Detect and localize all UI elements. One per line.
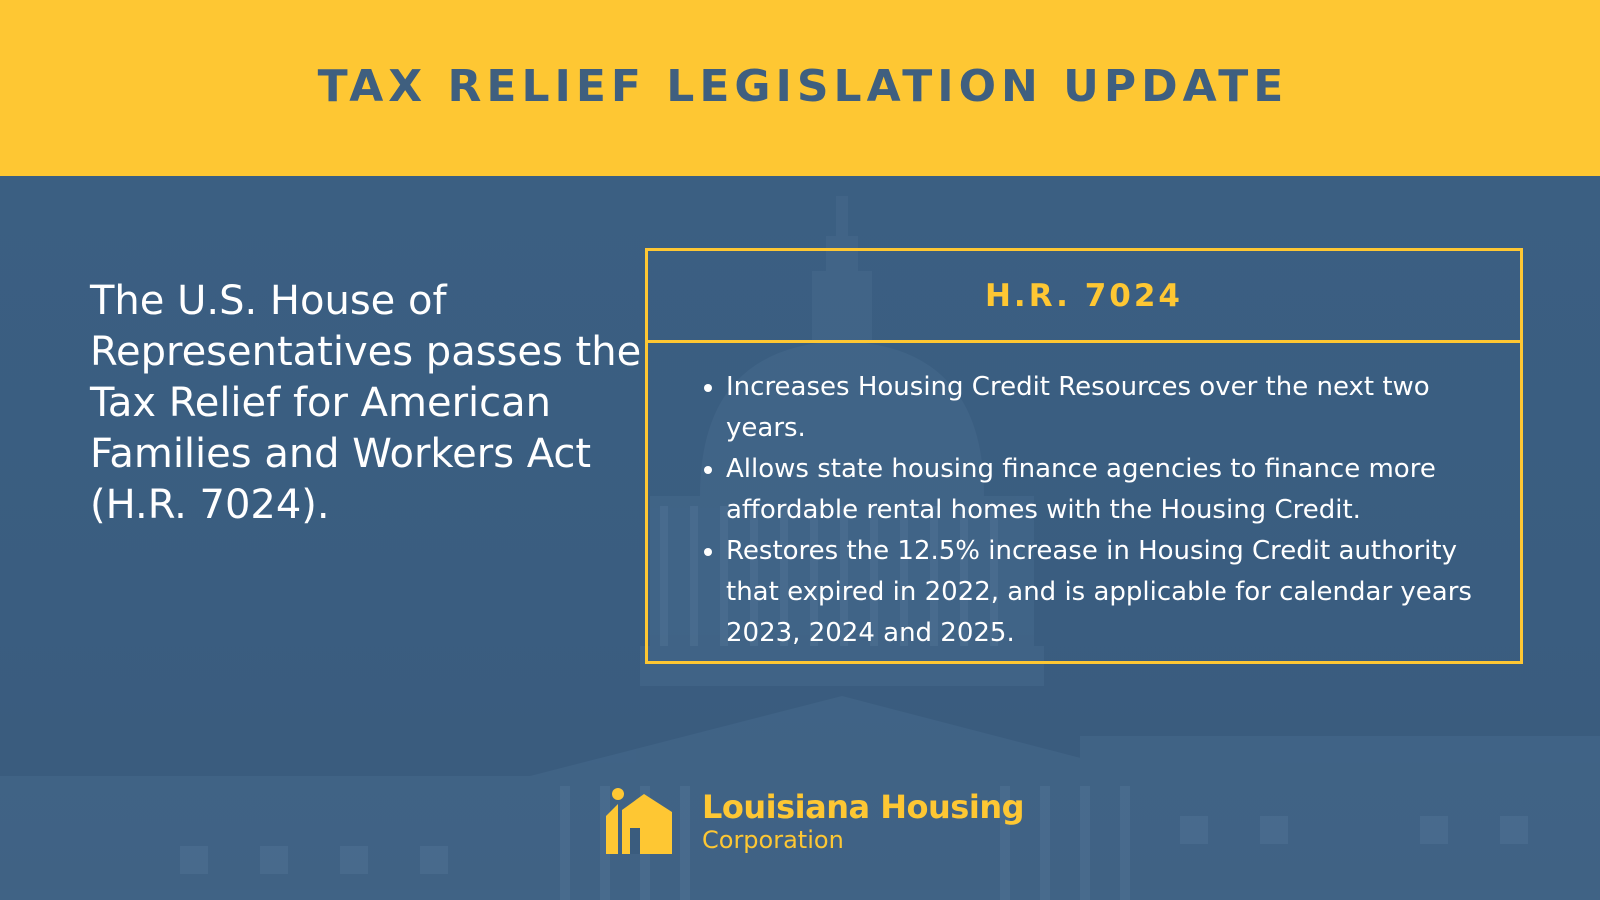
title-banner <box>0 0 1600 176</box>
intro-text: The U.S. House of Representatives passes the Tax Relief for American Families and Workers Act (H.R. 7024). <box>90 278 642 528</box>
list-item-text: Allows state housing finance agencies to finance more affordable rental homes with the Housing Credit. <box>726 454 1436 525</box>
logo-line-2: Corporation <box>702 826 844 854</box>
bullet-icon <box>704 548 712 556</box>
bill-summary-card <box>645 248 1523 664</box>
list-item <box>726 367 1490 449</box>
louisiana-housing-logo <box>604 788 1024 858</box>
bullet-icon <box>704 384 712 392</box>
logo-line-1: Louisiana Housing <box>702 788 1024 826</box>
list-item-text: Restores the 12.5% increase in Housing Credit authority that expired in 2022, and is applicable for calendar years 2023, 2024 and 2025. <box>726 536 1472 648</box>
card-header <box>648 251 1520 343</box>
bullet-icon <box>704 466 712 474</box>
bullet-list <box>648 343 1520 654</box>
house-icon <box>604 788 684 858</box>
list-item <box>726 449 1490 531</box>
page-title: TAX RELIEF LEGISLATION UPDATE <box>317 60 1289 112</box>
list-item <box>726 531 1490 654</box>
list-item-text: Increases Housing Credit Resources over the next two years. <box>726 372 1430 443</box>
card-title: H.R. 7024 <box>984 277 1183 314</box>
